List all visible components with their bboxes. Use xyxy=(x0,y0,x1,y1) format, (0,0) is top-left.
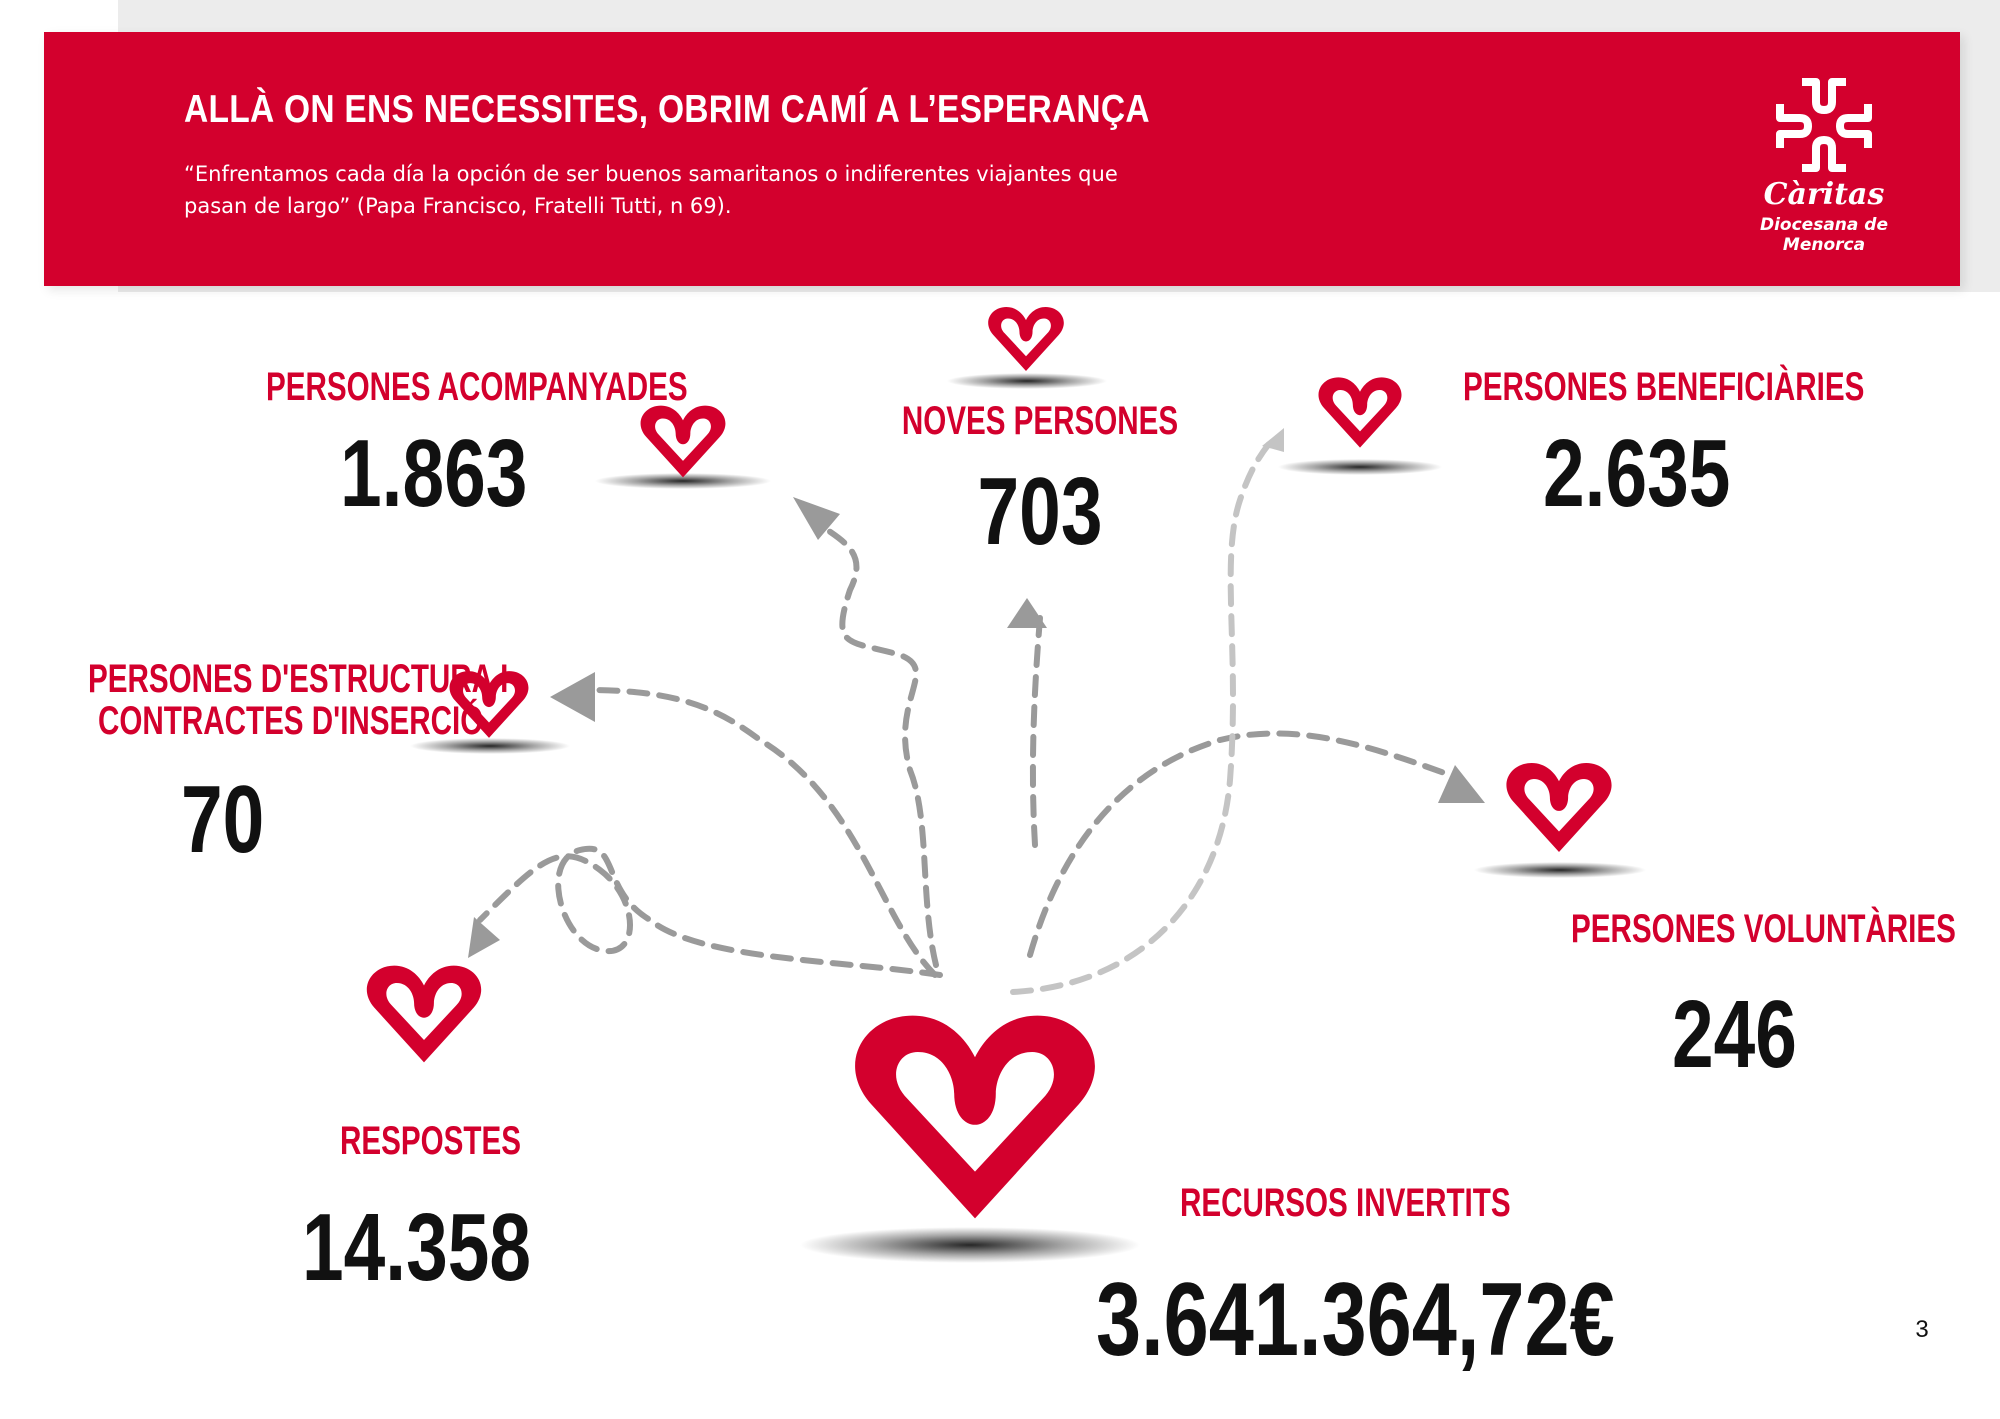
logo-subtitle-1: Diocesana de xyxy=(1759,215,1888,235)
heart-shadow xyxy=(800,1227,1140,1263)
heart-shadow xyxy=(1474,862,1646,878)
arrow-path xyxy=(1033,618,1040,845)
header-quote: “Enfrentamos cada día la opción de ser buenos samaritanos o indiferentes viajantes que pasan de largo” (Papa Francisco, Fratelli Tutti, n 69). xyxy=(184,162,1118,218)
stat-value-acompanyades: 1.863 xyxy=(340,420,528,527)
heart-icon xyxy=(855,1016,1095,1219)
stat-label-recursos: RECURSOS INVERTITS xyxy=(1180,1181,1511,1225)
arrow-path xyxy=(810,518,936,965)
stat-label-estructura-1: PERSONES D'ESTRUCTURA I xyxy=(88,657,509,701)
logo-name: Càritas xyxy=(1763,177,1885,212)
stat-value-respostes: 14.358 xyxy=(302,1194,532,1301)
stat-value-beneficiaries: 2.635 xyxy=(1543,420,1731,527)
stat-label-beneficiaries: PERSONES BENEFICIÀRIES xyxy=(1463,365,1865,409)
stat-value-recursos: 3.641.364,72€ xyxy=(1096,1262,1615,1378)
stat-label-estructura-2: CONTRACTES D'INSERCIÓ xyxy=(98,699,484,743)
heart-icon xyxy=(641,406,726,478)
heart-icon xyxy=(1506,763,1611,852)
arrow-icon xyxy=(468,917,500,958)
heart-icon xyxy=(1318,377,1401,447)
arrow-icon xyxy=(550,672,595,722)
arrow-path xyxy=(1030,733,1450,955)
heart-icon xyxy=(988,307,1064,371)
page-title: ALLÀ ON ENS NECESSITES, OBRIM CAMÍ A L’ESPERANÇA xyxy=(184,88,1150,131)
stat-label-noves: NOVES PERSONES xyxy=(901,399,1179,443)
stat-label-respostes: RESPOSTES xyxy=(340,1119,521,1163)
arrow-icon xyxy=(1007,598,1047,628)
heart-shadow xyxy=(947,373,1107,389)
stat-label-acompanyades: PERSONES ACOMPANYADES xyxy=(266,365,688,409)
page-number: 3 xyxy=(1915,1316,1929,1343)
heart-shadow xyxy=(1278,459,1442,475)
stat-value-noves: 703 xyxy=(977,458,1103,565)
heart-icon xyxy=(367,966,481,1063)
stat-value-voluntaries: 246 xyxy=(1672,981,1797,1088)
arrow-path xyxy=(588,690,935,975)
stat-value-estructura: 70 xyxy=(181,766,265,873)
stat-label-voluntaries: PERSONES VOLUNTÀRIES xyxy=(1571,907,1956,951)
logo-subtitle-2: Menorca xyxy=(1782,235,1866,255)
arrow-icon xyxy=(1438,765,1485,803)
